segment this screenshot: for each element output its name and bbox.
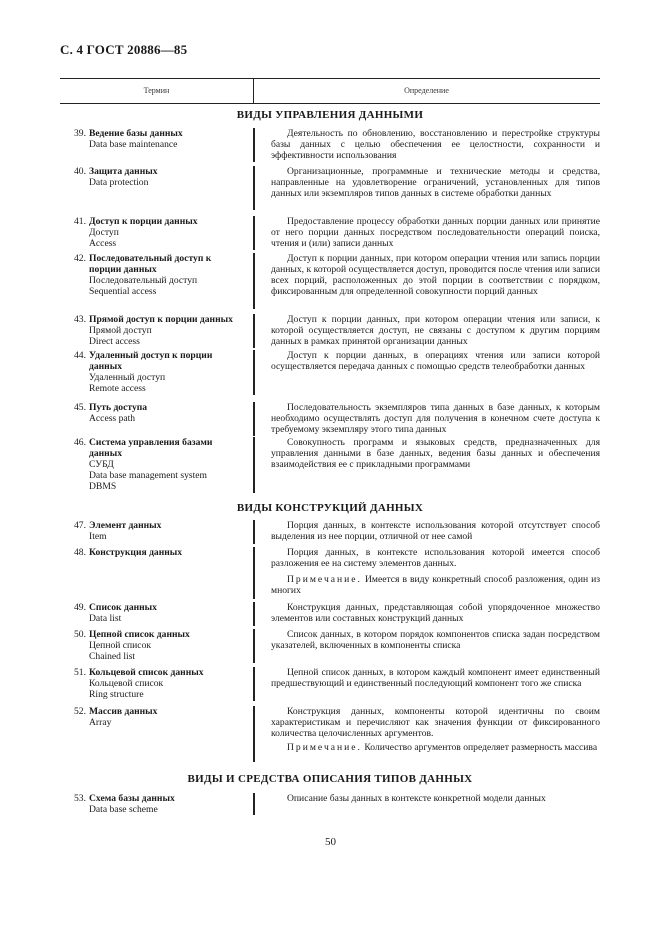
term-title: Элемент данных	[89, 520, 162, 531]
definition-text: Организационные, программные и технические методы и средства, направленные на удовлетворение ограничений, установленных для типов данных или экземпляров типов данных в системе обработки данных	[271, 166, 600, 199]
term-body	[89, 706, 245, 728]
term-number: 49.	[74, 602, 86, 613]
term-title: Схема базы данных	[89, 793, 175, 804]
definition-text: Совокупность программ и языковых средств, предназначенных для управления данными в базе данных, ведения базы данных и обеспечения взаимодействия ее с прикладными программами	[271, 437, 600, 470]
term-title: Удаленный доступ к порции данных	[89, 350, 213, 372]
term-number: 45.	[74, 402, 86, 413]
definition-text: Порция данных, в контексте использования которой отсутствует способ выделения из нее порции, отличной от нее самой	[271, 520, 600, 542]
section-title: ВИДЫ УПРАВЛЕНИЯ ДАННЫМИ	[236, 109, 424, 121]
term-number: 43.	[74, 314, 86, 325]
definition-text: Доступ к порции данных, при котором операции чтения или записи, к которой осуществляется доступ, не связаны с доступом к другим порциям данных в рамках принятой организации данных	[271, 314, 600, 347]
term-synonym: Последовательный доступ	[89, 275, 198, 286]
term-number: 51.	[74, 667, 86, 678]
term-body	[89, 253, 245, 297]
term-title: Система управления базами данных	[89, 437, 213, 459]
definition-text: Цепной список данных, в котором каждый компонент имеет единственный предшествующий и единственный последующий компонент того же списка	[271, 667, 600, 689]
term-body	[89, 520, 245, 542]
section-title: ВИДЫ И СРЕДСТВА ОПИСАНИЯ ТИПОВ ДАННЫХ	[187, 773, 473, 785]
term-body	[89, 128, 245, 150]
term-title: Доступ к порции данных	[89, 216, 198, 227]
term-number: 52.	[74, 706, 86, 717]
definition-text: Доступ к порции данных, при котором операции чтения или запись порции данных, к которой осуществляется доступ, проводится после чтения или записи всех порций, расположенных до этой порции в соответствии с порядком, фиксированным для определенной совокупности порций данных	[271, 253, 600, 297]
term-number: 47.	[74, 520, 86, 531]
term-body	[89, 166, 245, 188]
term-divider	[253, 793, 255, 815]
term-body	[89, 547, 245, 558]
term-divider	[253, 253, 255, 309]
term-body	[89, 667, 245, 700]
note-label: Примечание.	[287, 574, 362, 585]
term-number: 44.	[74, 350, 86, 361]
term-title: Ведение базы данных	[89, 128, 183, 139]
term-synonym: Data list	[89, 613, 122, 624]
note-text: Количество аргументов определяет размерность массива	[364, 742, 598, 753]
column-definition-header: Определение	[404, 86, 449, 95]
note-label: Примечание.	[287, 742, 362, 753]
term-title: Кольцевой список данных	[89, 667, 204, 678]
term-body	[89, 793, 245, 815]
term-number: 53.	[74, 793, 86, 804]
definition-text: Конструкция данных, компоненты которой идентичны по своим характеристикам и перечисляют как значения функции от фиксированного количества целочисленных аргументов.	[271, 706, 600, 739]
term-synonym: Remote access	[89, 383, 146, 394]
term-synonym: Data protection	[89, 177, 149, 188]
term-synonym: СУБД	[89, 459, 114, 470]
term-number: 48.	[74, 547, 86, 558]
term-synonym: Sequential access	[89, 286, 157, 297]
term-title: Цепной список данных	[89, 629, 190, 640]
definition-text: Последовательность экземпляров типа данных в базе данных, к которым необходимо осуществлять доступ для получения в конечном счете доступа к требуемому экземпляру этого типа данных	[271, 402, 600, 435]
term-number: 46.	[74, 437, 86, 448]
page-number: 50	[325, 836, 336, 848]
term-title: Прямой доступ к порции данных	[89, 314, 233, 325]
term-number: 50.	[74, 629, 86, 640]
term-divider	[253, 437, 255, 493]
definition-note	[271, 574, 600, 596]
term-synonym: Access	[89, 238, 117, 249]
definition-text: Деятельность по обновлению, восстановлению и перестройке структуры базы данных с целью обеспечения ее целостности, сохранности и эффективности использования	[271, 128, 600, 161]
term-title: Последовательный доступ к порции данных	[89, 253, 212, 275]
term-body	[89, 216, 245, 249]
term-divider	[253, 667, 255, 701]
section-title: ВИДЫ КОНСТРУКЦИЙ ДАННЫХ	[236, 502, 424, 514]
term-title: Защита данных	[89, 166, 158, 177]
definition-text: Описание базы данных в контексте конкретной модели данных	[287, 793, 546, 804]
term-divider	[253, 166, 255, 210]
term-title: Список данных	[89, 602, 157, 613]
term-title: Конструкция данных	[89, 547, 183, 558]
term-synonym: Chained list	[89, 651, 136, 662]
term-synonym: Цепной список	[89, 640, 152, 651]
term-divider	[253, 314, 255, 348]
definition-note	[271, 742, 600, 753]
table-header	[60, 78, 600, 104]
term-divider	[253, 547, 255, 599]
term-synonym: Ring structure	[89, 689, 144, 700]
note-text: Имеется в виду конкретный способ разложения, один из многих	[271, 574, 600, 596]
term-synonym: Доступ	[89, 227, 119, 238]
term-synonym: Data base maintenance	[89, 139, 178, 150]
definition-text: Конструкция данных, представляющая собой упорядоченное множество элементов или составных конструкций данных	[271, 602, 600, 624]
term-synonym: Прямой доступ	[89, 325, 152, 336]
term-divider	[253, 128, 255, 162]
definition-text: Список данных, в котором порядок компонентов списка задан посредством указателей, включенных в компоненты списка	[271, 629, 600, 651]
term-number: 41.	[74, 216, 86, 227]
term-synonym: DBMS	[89, 481, 117, 492]
term-synonym: Array	[89, 717, 112, 728]
term-body	[89, 437, 245, 492]
definition-text: Предоставление процессу обработки данных порции данных или принятие от него порции данных посредством последовательности операций поиска, чтения и (или) записи данных	[271, 216, 600, 249]
column-term-header: Термин	[143, 86, 170, 95]
term-synonym: Access path	[89, 413, 136, 424]
term-divider	[253, 350, 255, 395]
term-divider	[253, 402, 255, 436]
term-divider	[253, 216, 255, 250]
term-divider	[253, 629, 255, 663]
term-synonym: Кольцевой список	[89, 678, 164, 689]
term-number: 40.	[74, 166, 86, 177]
term-title: Путь доступа	[89, 402, 148, 413]
term-body	[89, 629, 245, 662]
term-number: 39.	[74, 128, 86, 139]
term-divider	[253, 706, 255, 762]
definition-text: Порция данных, в контексте использования которой имеется способ разложения ее на систему элементов данных.	[271, 547, 600, 569]
term-synonym: Data base scheme	[89, 804, 158, 815]
term-divider	[253, 602, 255, 626]
term-synonym: Удаленный доступ	[89, 372, 166, 383]
definition-text: Доступ к порции данных, в операциях чтения или записи которой осуществляется передача данных с помощью средств телеобработки данных	[271, 350, 600, 372]
term-body	[89, 602, 245, 624]
term-divider	[253, 520, 255, 544]
term-synonym: Item	[89, 531, 107, 542]
term-number: 42.	[74, 253, 86, 264]
term-body	[89, 402, 245, 424]
term-synonym: Data base management system	[89, 470, 208, 481]
term-body	[89, 314, 245, 347]
term-body	[89, 350, 245, 394]
page-header: С. 4 ГОСТ 20886—85	[60, 42, 188, 57]
term-title: Массив данных	[89, 706, 158, 717]
term-synonym: Direct access	[89, 336, 140, 347]
